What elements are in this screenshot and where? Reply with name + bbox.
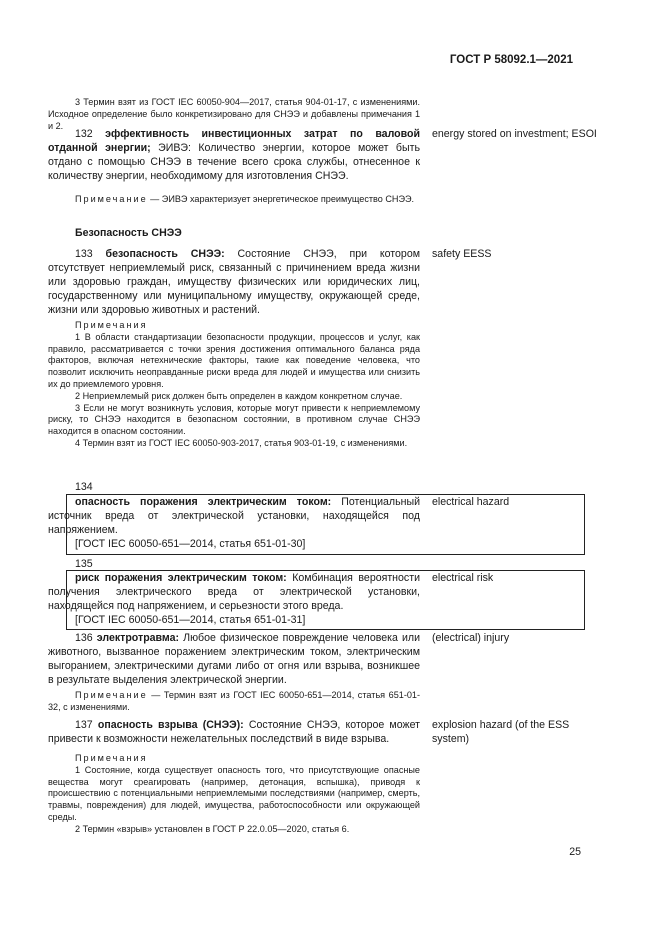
note-131-3: 3 Термин взят из ГОСТ IEC 60050-904—2017, статья 904-01-17, с изменениями. Исходное определение было конкретизировано для СНЭЭ и добавлены примечания 1 и 2. (48, 97, 420, 131)
term-134: опасность поражения электрическим током: Потенциальный источник вреда от электрической установки, находящейся под напряжением. [ГОСТ IEC 60050-651—2014, статья 651-01-30] (48, 496, 420, 550)
term-136-note: Примечание — Термин взят из ГОСТ IEC 60050-651—2014, статья 651-01-32, с изменениями. (48, 690, 421, 712)
term-134-number: 134 (75, 481, 93, 493)
term-133: 133 безопасность СНЭЭ: Состояние СНЭЭ, при котором отсутствует неприемлемый риск, связанный с причинением вреда жизни или здоровью граждан, имуществу физических или юридических лиц, государственному или муниципальному имуществу, окружающей среде, жизни или здоровью животных и растений. (48, 248, 421, 316)
term-135-english: electrical risk (432, 572, 494, 584)
term-137: 137 опасность взрыва (СНЭЭ): Состояние СНЭЭ, которое может привести к возможности нежелательных последствий в виде взрыва. (48, 719, 420, 745)
term-135: риск поражения электрическим током: Комбинация вероятности получения электрического вреда от электрической установки, находящейся под напряжением, и серьезности этого вреда. [ГОСТ IEC 60050-651—2014, статья 651-01-31] (48, 572, 420, 626)
term-137-english: explosion hazard (of the ESS system) (432, 719, 570, 745)
term-132-english: energy stored on investment; ESOI (432, 128, 597, 140)
term-132 (48, 128, 420, 184)
term-title: эффективность инвестиционных затрат по валовой отданной энергии; (48, 128, 420, 154)
page-number: 25 (569, 846, 581, 858)
term-135-number: 135 (75, 558, 93, 570)
term-133-english: safety EESS (432, 248, 492, 260)
term-134-english: electrical hazard (432, 496, 510, 508)
term-definition: ЭИВЭ: Количество энергии, которое может быть отдано с помощью СНЭЭ в течение всего срока службы, отнесенное к количеству энергии, необходимому для изготовления СНЭЭ. (48, 141, 420, 182)
section-title: Безопасность СНЭЭ (75, 227, 182, 239)
term-136: 136 электротравма: Любое физическое повреждение человека или животного, вызванное поражением электрическим током, электрическим выгоранием, электрическими дугами либо от огня или взрыва, возникшее в результате выделения электрической энергии. (48, 632, 420, 686)
term-132-note: Примечание — ЭИВЭ характеризует энергетическое преимущество СНЭЭ. (75, 194, 415, 204)
standard-header: ГОСТ Р 58092.1—2021 (449, 54, 573, 66)
term-136-english: (electrical) injury (432, 632, 510, 644)
term-133-notes: Примечания 1 В области стандартизации безопасности продукции, процессов и услуг, как правило, рассматривается с точки зрения достижения оптимального баланса ряда факторов, включая нетехнические факторы, такие как поведение человека, что позволит исключить неоправданные риски вреда для людей и имущества или снизить их до приемлемого уровня. 2 Неприемлемый риск должен быть определен в каждом конкретном случае. 3 Если не могут возникнуть условия, которые могут привести к неприемлемому риску, то СНЭЭ находится в безопасном состоянии, в противном случае СНЭЭ находится в опасном состоянии. 4 Термин взят из ГОСТ IEC 60050-903-2017, статья 903-01-19, с изменениями. (48, 320, 420, 448)
term-137-notes: Примечания 1 Состояние, когда существует опасность того, что присутствующие опасные вещества могут среагировать (например, детонация, вспышка), приводя к происшествию с потенциальными неприемлемыми последствиями (например, смерть, травмы, повреждения) для людей, имущества, работоспособности или окружающей среды. 2 Термин «взрыв» установлен в ГОСТ Р 22.0.05—2020, статья 6. (48, 753, 420, 834)
term-number: 132 (75, 128, 93, 140)
